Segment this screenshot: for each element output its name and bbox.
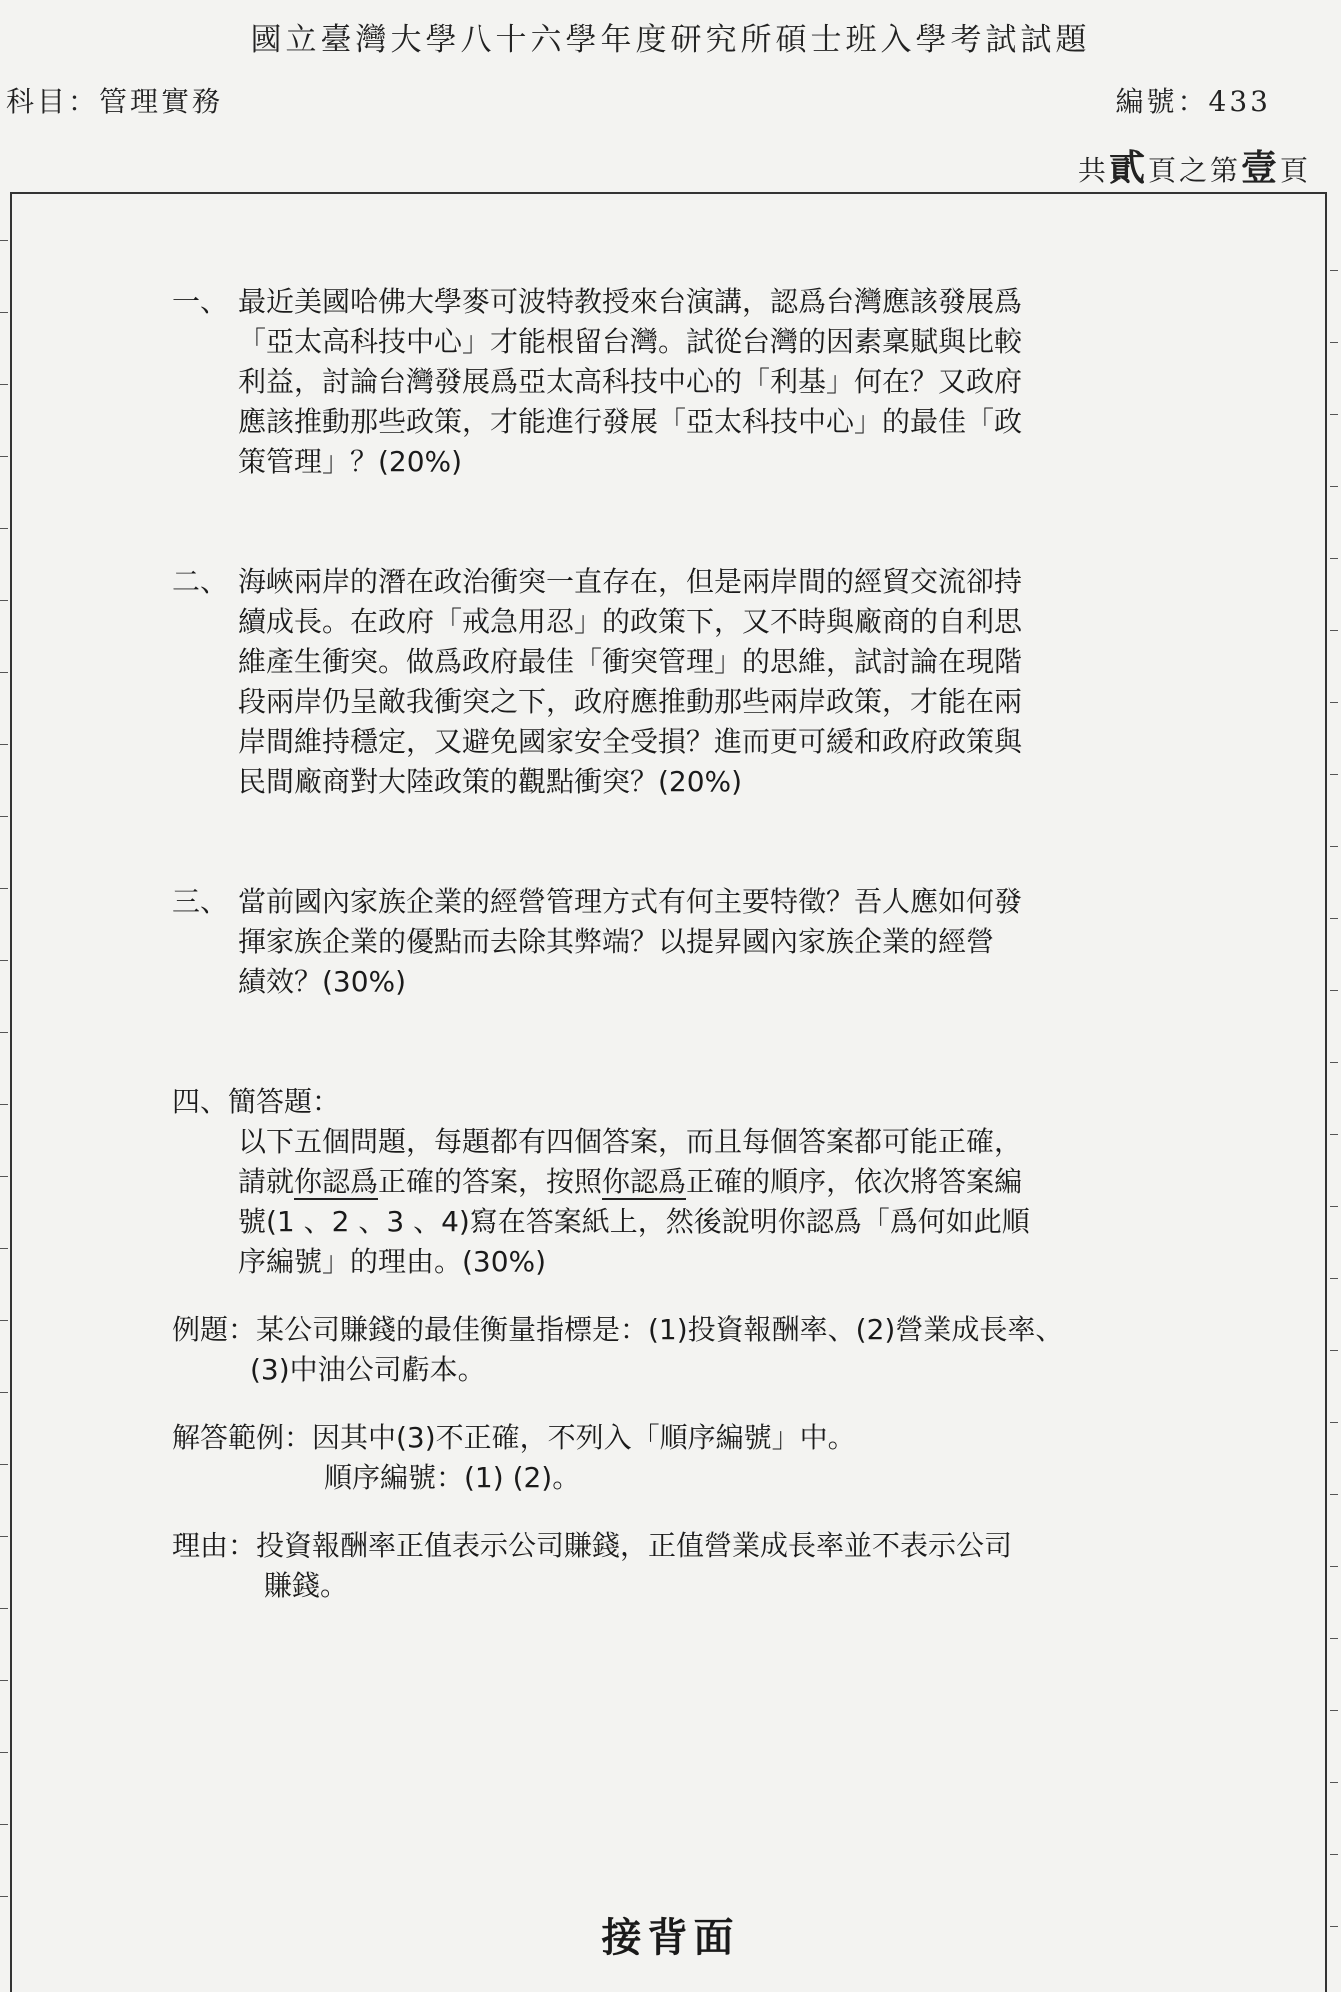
margin-tick [0,528,8,529]
example-block [172,1310,1112,1390]
margin-tick [1330,990,1338,991]
question-3 [172,882,1112,1002]
underlined-text: 你認爲 [294,1165,379,1198]
margin-tick [0,960,8,961]
margin-tick [1330,1494,1338,1495]
answer-example-block [172,1418,1112,1498]
pages-total: 貳 [1108,147,1148,189]
margin-tick [0,672,8,673]
question-number: 二、 [172,565,229,598]
question-line: 維產生衝突。做爲政府最佳「衝突管理」的思維，試討論在現階 [238,645,1023,678]
margin-tick [1330,1926,1338,1927]
pages-suffix: 頁 [1279,154,1311,187]
margin-tick [1330,342,1338,343]
question-number: 三、 [172,885,229,918]
margin-tick [0,312,8,313]
margin-tick [1330,558,1338,559]
margin-tick [0,1680,8,1681]
margin-tick [1330,1134,1338,1135]
question-1 [172,282,1112,482]
margin-tick [0,1536,8,1537]
question-heading: 四、簡答題： [172,1085,341,1118]
page-count [1078,140,1311,191]
question-line: 應該推動那些政策，才能進行發展「亞太科技中心」的最佳「政 [238,405,1023,438]
margin-tick [0,456,8,457]
margin-tick [1330,918,1338,919]
underlined-text: 你認爲 [602,1165,687,1198]
margin-tick [1330,270,1338,271]
margin-tick [1330,1782,1338,1783]
margin-tick [1330,1062,1338,1063]
margin-tick [1330,774,1338,775]
question-line: 策管理」？(20%) [238,445,463,478]
reason-line: 理由：投資報酬率正值表示公司賺錢，正值營業成長率並不表示公司 [172,1529,1013,1562]
continue-on-back-note: 接背面 [601,1914,740,1961]
margin-tick [1330,1854,1338,1855]
margin-tick [1330,1206,1338,1207]
exam-content [172,282,1112,1606]
margin-tick [0,1464,8,1465]
pages-current: 壹 [1240,147,1280,189]
margin-tick [1330,414,1338,415]
question-line: 段兩岸仍呈敵我衝突之下，政府應推動那些兩岸政策，才能在兩 [238,685,1023,718]
question-line: 最近美國哈佛大學麥可波特教授來台演講，認爲台灣應該發展爲 [238,285,1023,318]
exam-code: 編號：433 [1115,85,1271,118]
question-line: 揮家族企業的優點而去除其弊端？以提昇國內家族企業的經營 [238,925,995,958]
margin-tick [0,816,8,817]
question-line: 續成長。在政府「戒急用忍」的政策下，又不時與廠商的自利思 [238,605,1023,638]
margin-tick [0,240,8,241]
margin-tick [1330,1566,1338,1567]
answer-line: 解答範例：因其中(3)不正確，不列入「順序編號」中。 [172,1421,856,1454]
question-4 [172,1082,1112,1282]
reason-line: 賺錢。 [264,1569,349,1602]
question-line: 海峽兩岸的潛在政治衝突一直存在，但是兩岸間的經貿交流卻持 [238,565,1023,598]
question-number: 一、 [172,285,229,318]
question-line: 民間廠商對大陸政策的觀點衝突？(20%) [238,765,743,798]
question-line: 序編號」的理由。(30%) [238,1245,547,1278]
example-line: (3)中油公司虧本。 [250,1353,486,1386]
answer-line: 順序編號：(1) (2)。 [324,1461,581,1494]
subject-label: 科目：管理實務 [6,85,224,118]
reason-block [172,1526,1112,1606]
margin-tick [0,1176,8,1177]
question-line: 號(1 、2 、3 、4)寫在答案紙上，然後說明你認爲「爲何如此順 [238,1205,1030,1238]
margin-tick [0,1392,8,1393]
margin-tick [0,1104,8,1105]
question-line: 當前國內家族企業的經營管理方式有何主要特徵？吾人應如何發 [238,885,1023,918]
margin-tick [0,384,8,385]
margin-tick [1330,1278,1338,1279]
question-2 [172,562,1112,802]
margin-tick [0,1824,8,1825]
text-span: 正確的答案，按照 [378,1165,603,1198]
pages-mid: 頁之第 [1147,154,1241,187]
margin-tick [0,1896,8,1897]
margin-tick [0,600,8,601]
margin-tick [1330,846,1338,847]
margin-tick [0,744,8,745]
margin-tick [1330,630,1338,631]
margin-tick [0,1608,8,1609]
question-line [172,1162,1112,1202]
margin-tick [0,1248,8,1249]
question-line: 績效？(30%) [238,965,407,998]
margin-tick [1330,486,1338,487]
margin-tick [0,1032,8,1033]
margin-tick [0,1752,8,1753]
margin-tick [1330,1350,1338,1351]
margin-tick [0,1320,8,1321]
question-line: 「亞太高科技中心」才能根留台灣。試從台灣的因素稟賦與比較 [238,325,1023,358]
margin-tick [0,888,8,889]
margin-tick [1330,702,1338,703]
exam-title: 國立臺灣大學八十六學年度研究所碩士班入學考試試題 [250,22,1091,58]
example-line: 例題：某公司賺錢的最佳衡量指標是：(1)投資報酬率、(2)營業成長率、 [172,1313,1064,1346]
question-line: 岸間維持穩定，又避免國家安全受損？進而更可緩和政府政策與 [238,725,1023,758]
margin-tick [1330,1422,1338,1423]
question-line: 利益，討論台灣發展爲亞太高科技中心的「利基」何在？又政府 [238,365,1023,398]
pages-prefix: 共 [1077,154,1109,187]
margin-tick [1330,1638,1338,1639]
margin-tick [1330,1710,1338,1711]
text-span: 請就 [238,1165,295,1198]
text-span: 正確的順序，依次將答案編 [686,1165,1023,1198]
question-line: 以下五個問題，每題都有四個答案，而且每個答案都可能正確， [238,1125,1023,1158]
